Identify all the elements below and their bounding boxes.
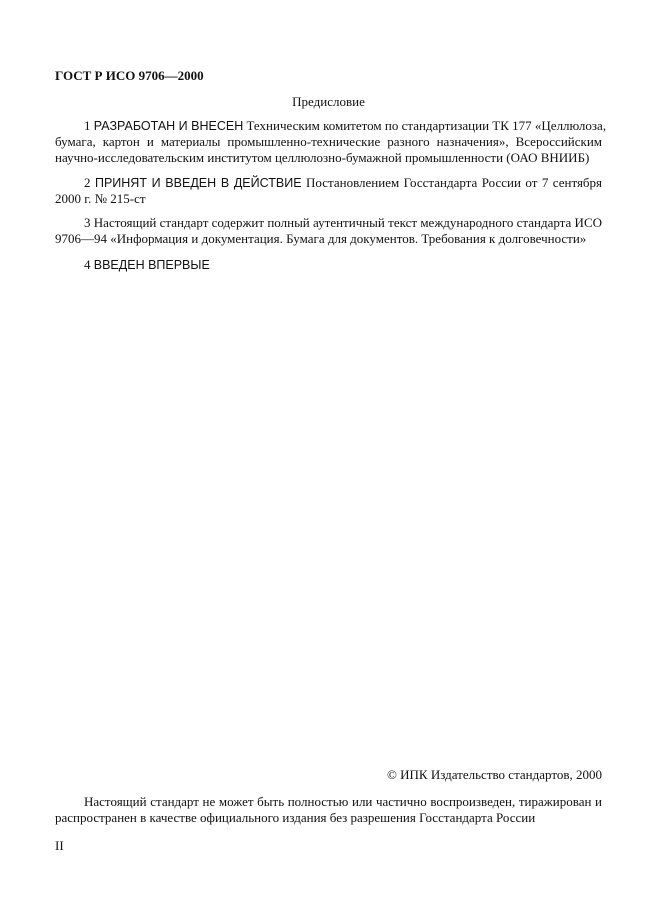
item-number: 2 — [84, 175, 91, 190]
notice-text: распространен в качестве официального издания без разрешения Госстандарта России — [55, 810, 536, 825]
copyright-line: © ИПК Издательство стандартов, 2000 — [387, 767, 602, 782]
item-lead: ВВЕДЕН ВПЕРВЫЕ — [93, 258, 210, 272]
document-code-header: ГОСТ Р ИСО 9706—2000 — [55, 68, 204, 83]
item-line — [55, 215, 602, 231]
page-number: II — [55, 838, 64, 853]
item-text: научно-исследовательским институтом целлюлозно-бумажной промышленности (ОАО ВНИИБ) — [55, 150, 590, 165]
item-lead: ПРИНЯТ И ВВЕДЕН В ДЕЙСТВИЕ — [94, 176, 302, 190]
item-number: 1 — [84, 118, 91, 133]
item-text: 9706—94 «Информация и документация. Бумага для документов. Требования к долговечности» — [55, 231, 587, 246]
item-text: 2000 г. № 215-ст — [55, 191, 146, 206]
item-line — [55, 118, 607, 134]
preface-title: Предисловие — [292, 94, 365, 109]
item-lead: РАЗРАБОТАН И ВНЕСЕН — [93, 119, 244, 133]
notice-text: Настоящий стандарт не может быть полностью или частично воспроизведен, тиражирован и — [84, 794, 602, 809]
item-number: 4 — [84, 257, 91, 272]
item-line — [55, 257, 602, 273]
item-text: Постановлением Госстандарта России от 7 сентября — [306, 175, 603, 190]
item-text: Техническим комитетом по стандартизации ТК 177 «Целлюлоза, — [246, 118, 607, 133]
item-text: бумага, картон и материалы промышленно-технические разного назначения», Всероссийским — [55, 134, 602, 149]
item-line — [55, 175, 602, 191]
item-number: 3 — [84, 215, 91, 230]
item-text: Настоящий стандарт содержит полный аутентичный текст международного стандарта ИСО — [93, 215, 603, 230]
